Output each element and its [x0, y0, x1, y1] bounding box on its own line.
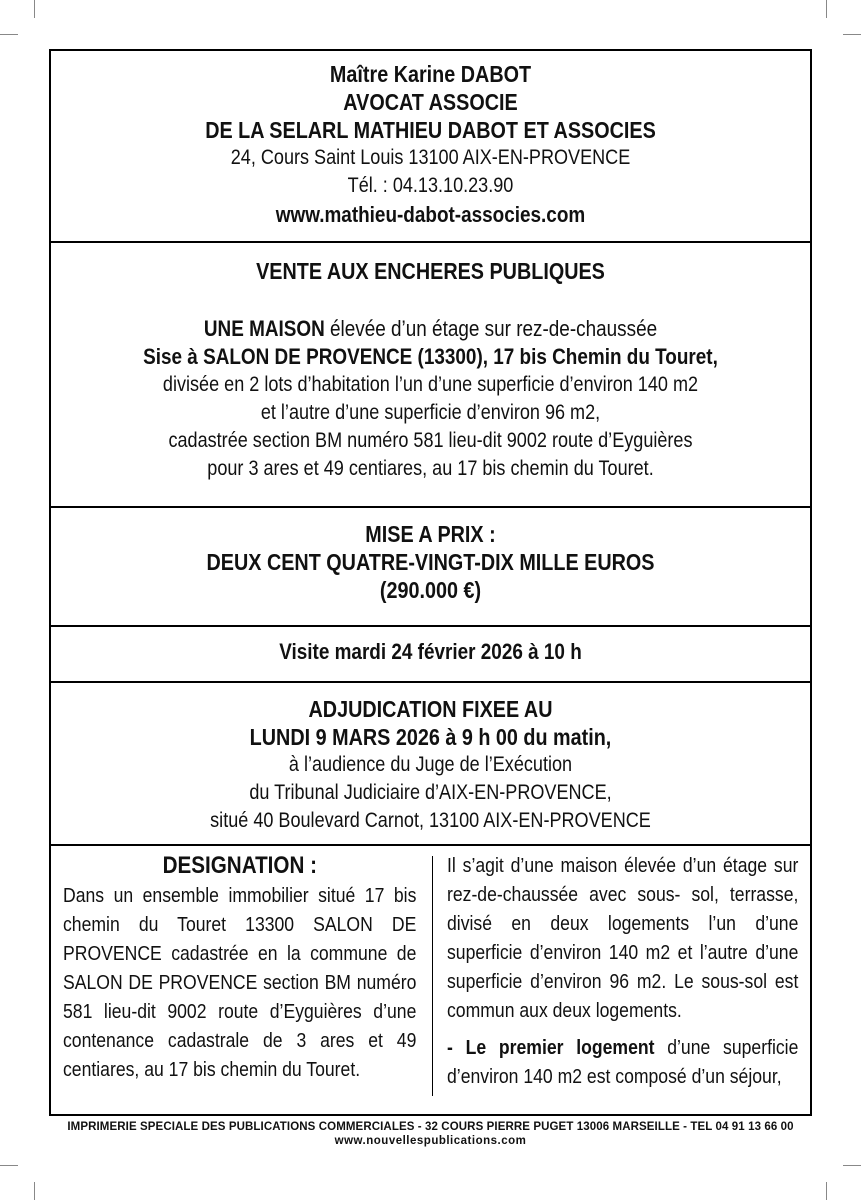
- adjudication-section: [51, 683, 810, 846]
- sale-location: Sise à SALON DE PROVENCE (13300), 17 bis Chemin du Touret,: [143, 344, 718, 369]
- sale-line-5: cadastrée section BM numéro 581 lieu-dit 9002 route d’Eyguières: [168, 429, 693, 452]
- lawyer-name: Maître Karine DABOT: [329, 61, 532, 87]
- firm-address: 24, Cours Saint Louis 13100 AIX-EN-PROVENCE: [230, 146, 631, 169]
- sale-title: VENTE AUX ENCHERES PUBLIQUES: [256, 258, 605, 284]
- price-label: MISE A PRIX :: [365, 521, 496, 547]
- sale-lead-rest: élevée d’un étage sur rez-de-chaussée: [324, 316, 658, 341]
- crop-mark: [34, 0, 35, 18]
- adjudication-line-5: situé 40 Boulevard Carnot, 13100 AIX-EN-PROVENCE: [210, 809, 651, 832]
- crop-mark: [843, 34, 861, 35]
- column-divider: [432, 856, 433, 1096]
- price-amount: (290.000 €): [379, 577, 482, 603]
- designation-right-lead-bold: - Le premier logement: [446, 1037, 654, 1059]
- adjudication-line-3: à l’audience du Juge de l’Exécution: [288, 753, 573, 776]
- sale-line-4: et l’autre d’une superficie d’environ 96 m2,: [260, 401, 601, 424]
- firm-phone: Tél. : 04.13.10.23.90: [347, 174, 514, 197]
- designation-left-text: Dans un ensemble immobilier situé 17 bis chemin du Touret 13300 SALON DE PROVENCE cadastrée en la commune de SALON DE PROVENCE section BM numéro 581 lieu-dit 9002 route d’Eyguières d’une contenance cadastrale de 3 ares et 49 centiares, au 17 bis chemin du Touret.: [63, 885, 417, 1081]
- price-section: [51, 508, 810, 627]
- firm-website: www.mathieu-dabot-associes.com: [275, 202, 586, 227]
- firm-name: DE LA SELARL MATHIEU DABOT ET ASSOCIES: [205, 117, 656, 143]
- crop-mark: [34, 1182, 35, 1200]
- crop-mark: [826, 1182, 827, 1200]
- visit-text: Visite mardi 24 février 2026 à 10 h: [279, 639, 582, 664]
- printer-footer: [49, 1120, 812, 1148]
- crop-mark: [826, 0, 827, 18]
- visit-section: [51, 627, 810, 683]
- designation-right-text: Il s’agit d’une maison élevée d’un étage sur rez-de-chaussée avec sous- sol, terrasse, divisé en deux logements l’un d’une superficie d’environ 140 m2 et l’autre d’une superficie d’environ 96 m2. Le sous-sol est commun aux deux logements.: [446, 855, 798, 1022]
- crop-mark: [0, 1165, 18, 1166]
- designation-section: [51, 846, 810, 1103]
- sale-section: [51, 243, 810, 508]
- adjudication-date: LUNDI 9 MARS 2026 à 9 h 00 du matin,: [249, 724, 612, 750]
- sale-lead-bold: UNE MAISON: [203, 316, 325, 341]
- designation-right-column: [431, 846, 811, 1103]
- price-words: DEUX CENT QUATRE-VINGT-DIX MILLE EUROS: [206, 549, 655, 575]
- printer-website: www.nouvellespublications.com: [334, 1135, 527, 1147]
- crop-mark: [843, 1165, 861, 1166]
- sale-lead: [104, 315, 757, 343]
- crop-mark: [0, 34, 18, 35]
- sale-line-3: divisée en 2 lots d’habitation l’un d’une superficie d’environ 140 m2: [162, 373, 699, 396]
- sale-line-6: pour 3 ares et 49 centiares, au 17 bis chemin du Touret.: [207, 457, 654, 480]
- adjudication-title: ADJUDICATION FIXEE AU: [308, 696, 553, 722]
- designation-left-column: [51, 846, 431, 1103]
- designation-right-lead-rest: d’une superficie d’environ 140 m2 est composé d’un séjour,: [446, 1037, 798, 1088]
- designation-right-lead: [447, 1034, 798, 1092]
- legal-notice-frame: [49, 49, 812, 1116]
- printer-info: IMPRIMERIE SPECIALE DES PUBLICATIONS COMMERCIALES - 32 COURS PIERRE PUGET 13006 MARSEILLE - TEL 04 91 13 66 00: [67, 1121, 794, 1133]
- adjudication-line-4: du Tribunal Judiciaire d’AIX-EN-PROVENCE,: [249, 781, 612, 804]
- lawyer-role: AVOCAT ASSOCIE: [343, 89, 518, 115]
- designation-title: DESIGNATION :: [162, 852, 317, 879]
- lawyer-header: [51, 51, 810, 243]
